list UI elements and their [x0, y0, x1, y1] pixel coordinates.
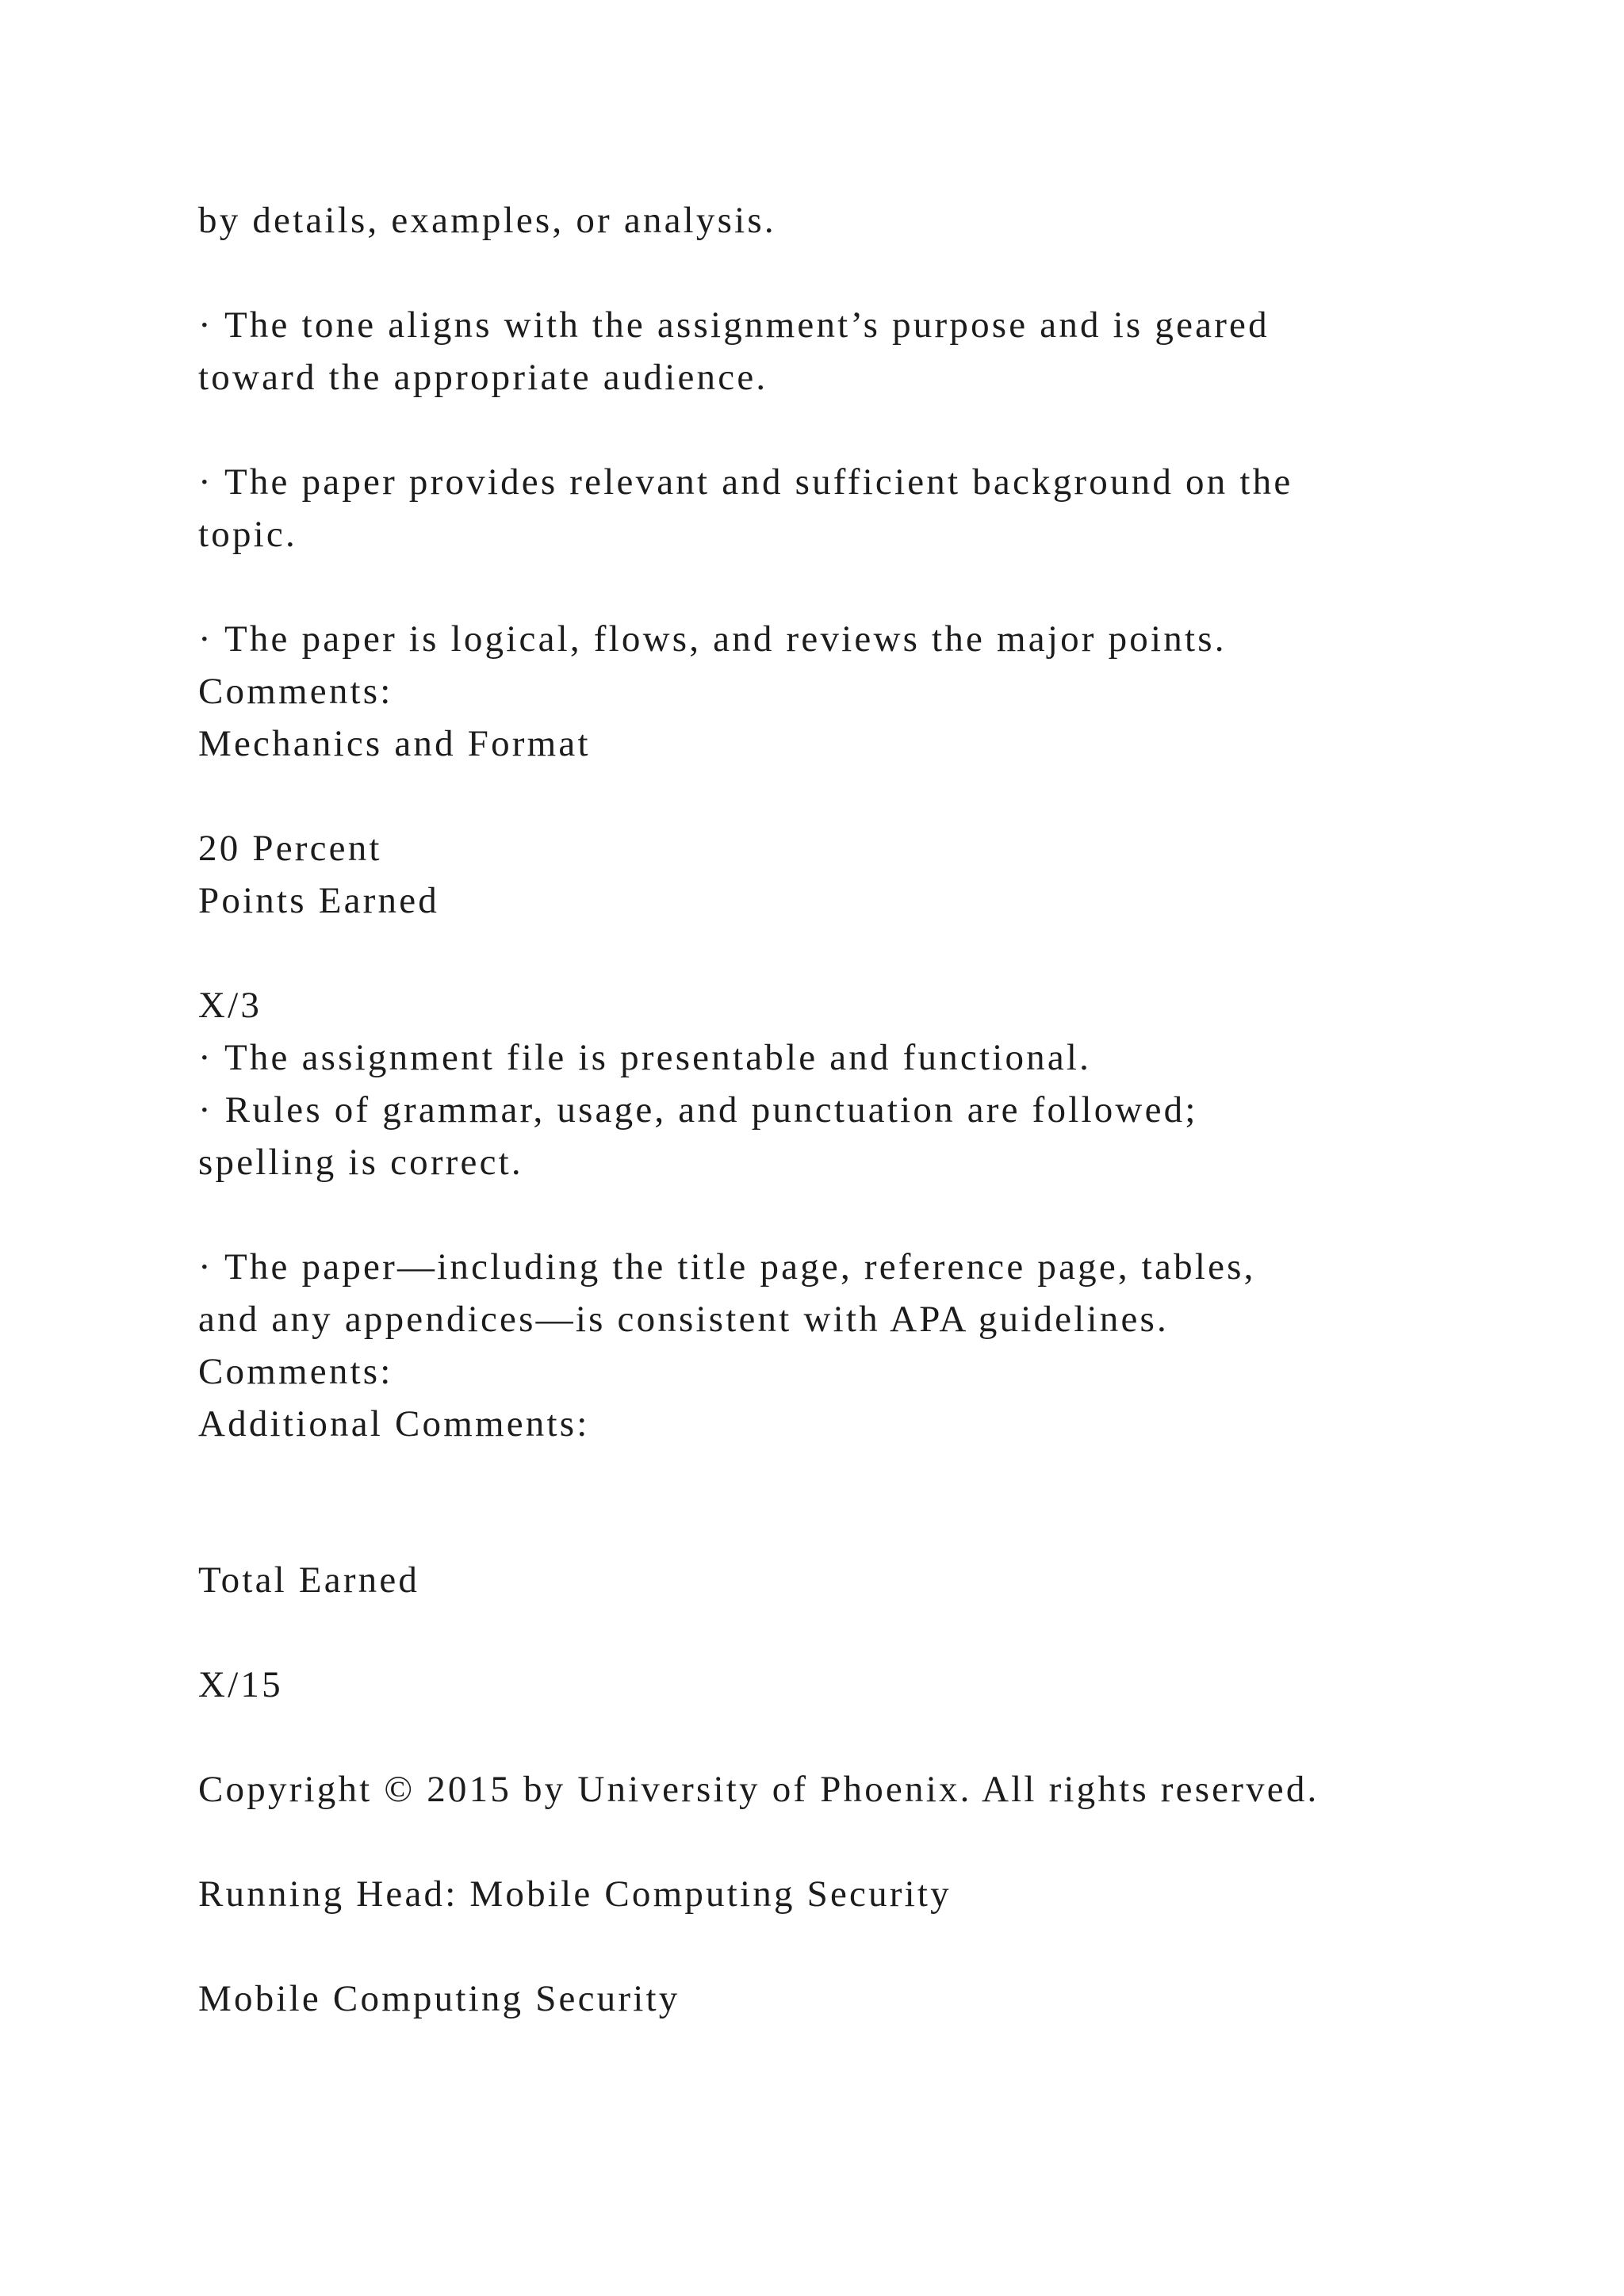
copyright-notice: Copyright © 2015 by University of Phoenix. All rights reserved.: [198, 1769, 1320, 1810]
criterion-bullet-tone-cont: toward the appropriate audience.: [198, 357, 768, 398]
criterion-bullet-logic: · The paper is logical, flows, and reviews the major points.: [198, 618, 1227, 660]
total-earned-label: Total Earned: [198, 1559, 420, 1601]
criterion-bullet-file: · The assignment file is presentable and functional.: [198, 1037, 1092, 1078]
points-earned-label: Points Earned: [198, 880, 439, 921]
comments-label: Comments:: [198, 671, 393, 712]
points-earned-value: X/3: [198, 985, 262, 1026]
additional-comments-label: Additional Comments:: [198, 1403, 590, 1445]
criterion-text-line: by details, examples, or analysis.: [198, 200, 776, 241]
criterion-bullet-grammar-cont: spelling is correct.: [198, 1142, 523, 1183]
criterion-bullet-background-cont: topic.: [198, 514, 297, 555]
criterion-bullet-apa-cont: and any appendices—is consistent with APA guidelines.: [198, 1299, 1169, 1340]
criterion-bullet-background: · The paper provides relevant and sufficient background on the: [198, 461, 1293, 503]
criterion-bullet-apa: · The paper—including the title page, reference page, tables,: [198, 1246, 1256, 1288]
criterion-bullet-grammar: · Rules of grammar, usage, and punctuation are followed;: [198, 1089, 1198, 1131]
section-heading-mechanics: Mechanics and Format: [198, 723, 591, 764]
section-weight: 20 Percent: [198, 828, 382, 869]
running-head: Running Head: Mobile Computing Security: [198, 1873, 952, 1915]
paper-title: Mobile Computing Security: [198, 1978, 680, 2019]
total-earned-value: X/15: [198, 1664, 283, 1705]
criterion-bullet-tone: · The tone aligns with the assignment’s purpose and is geared: [198, 304, 1270, 346]
comments-label: Comments:: [198, 1351, 393, 1392]
